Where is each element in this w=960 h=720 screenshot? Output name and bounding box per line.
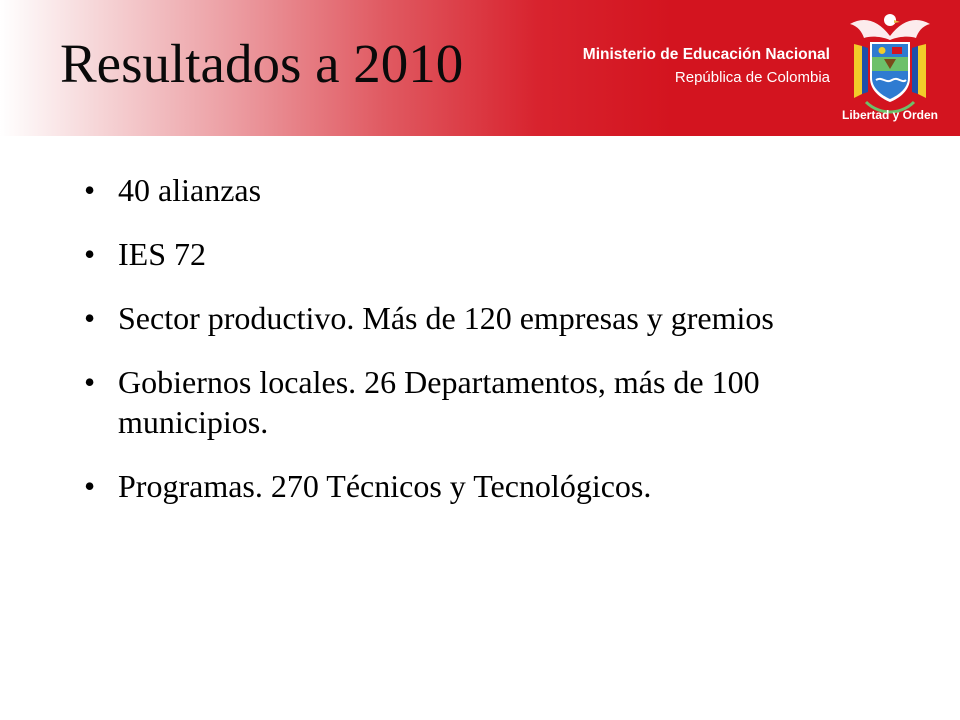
country-name: República de Colombia: [674, 69, 830, 86]
bullet-item: [84, 362, 874, 442]
bullet-symbol: •: [84, 236, 96, 272]
bullet-text: Programas. 270 Técnicos y Tecnológicos.: [118, 468, 652, 504]
bullet-text: Gobiernos locales. 26 Departamentos, más de 100 municipios.: [118, 364, 760, 440]
bullet-item: [84, 298, 874, 338]
bullet-list: [84, 170, 874, 530]
bullet-text: 40 alianzas: [118, 172, 262, 208]
bullet-symbol: •: [84, 300, 96, 336]
bullet-symbol: •: [84, 172, 96, 208]
bullet-item: [84, 466, 874, 506]
bullet-item: [84, 170, 874, 210]
motto-text: Libertad y Orden: [841, 108, 939, 122]
bullet-text: Sector productivo. Más de 120 empresas y gremios: [118, 300, 774, 336]
ministry-name: Ministerio de Educación Nacional: [582, 46, 830, 63]
ministry-block: [583, 46, 830, 88]
slide-title: Resultados a 2010: [60, 33, 464, 94]
bullet-symbol: •: [84, 468, 96, 504]
bullet-symbol: •: [84, 364, 96, 400]
bullet-text: IES 72: [118, 236, 206, 272]
bullet-item: [84, 234, 874, 274]
